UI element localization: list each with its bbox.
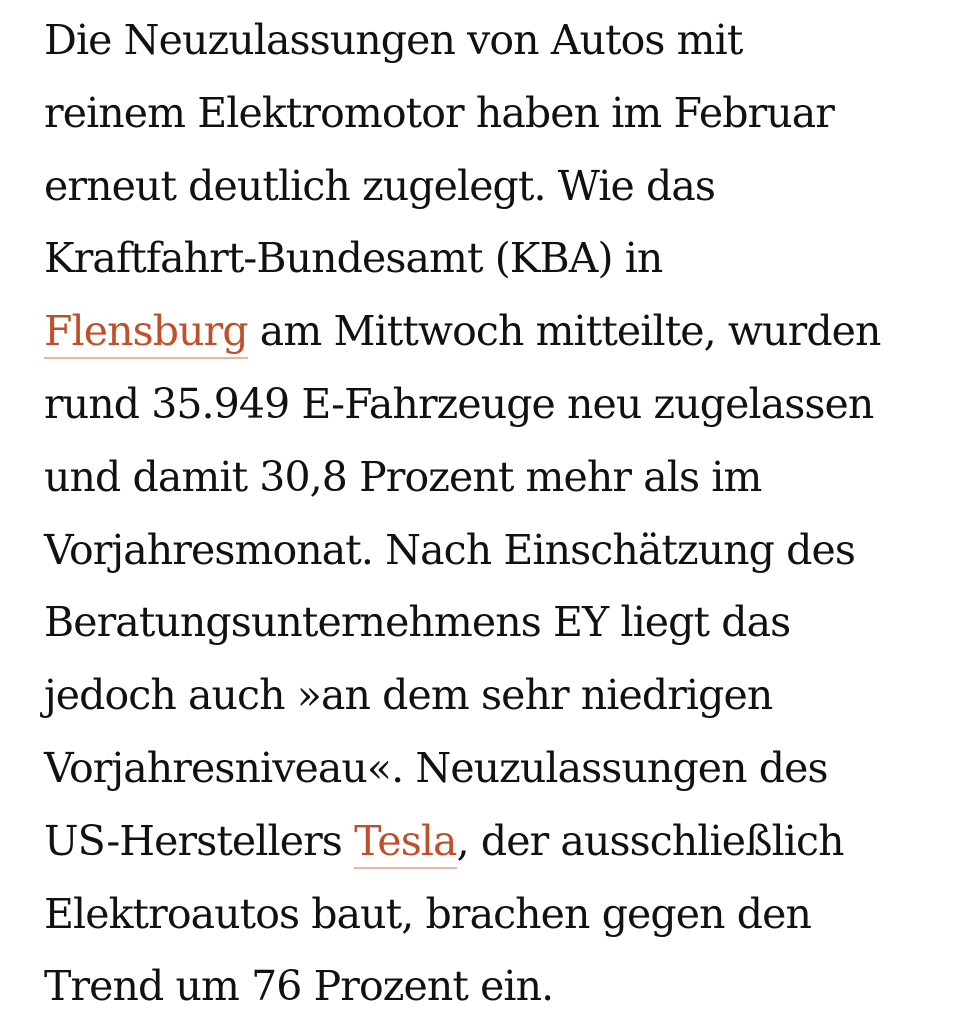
- text-line: [44, 295, 966, 368]
- text-segment: am Mittwoch mitteilte, wurden: [247, 307, 881, 356]
- text-line: Elektroautos baut, brachen gegen den: [44, 889, 811, 938]
- text-line: Vorjahresmonat. Nach Einschätzung des: [44, 525, 855, 574]
- text-line: [44, 805, 966, 878]
- text-line: Die Neuzulassungen von Autos mit: [44, 16, 743, 64]
- tesla-link[interactable]: Tesla: [354, 817, 457, 869]
- text-line: rund 35.949 E-Fahrzeuge neu zugelassen: [44, 379, 874, 428]
- text-line: jedoch auch »an dem sehr niedrigen: [44, 671, 773, 720]
- text-segment: US-Herstellers: [44, 816, 355, 865]
- text-line: reinem Elektromotor haben im Februar: [44, 88, 835, 137]
- text-line: und damit 30,8 Prozent mehr als im: [44, 452, 762, 501]
- text-line: Beratungsunternehmens EY liegt das: [44, 598, 791, 647]
- text-segment: , der ausschließlich: [456, 816, 844, 865]
- text-line: Trend um 76 Prozent ein.: [44, 962, 554, 1011]
- text-line: erneut deutlich zugelegt. Wie das: [44, 161, 716, 210]
- text-line: Kraftfahrt-Bundesamt (KBA) in: [44, 234, 663, 283]
- flensburg-link[interactable]: Flensburg: [44, 307, 248, 359]
- article-paragraph: [44, 4, 966, 1023]
- text-line: Vorjahresniveau«. Neuzulassungen des: [44, 743, 828, 792]
